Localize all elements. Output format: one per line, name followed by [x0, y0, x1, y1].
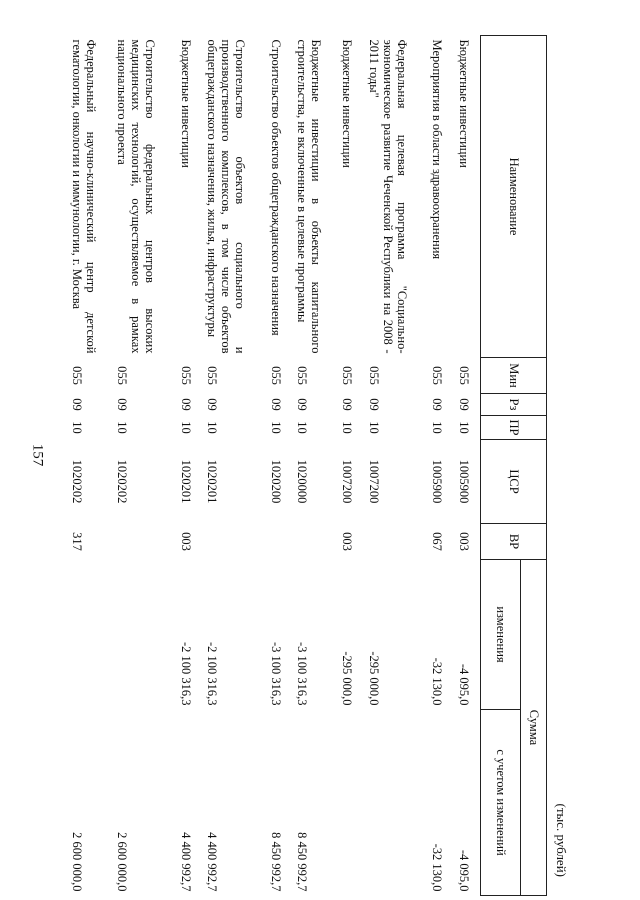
table-body — [67, 36, 481, 896]
cell-min: 055 — [430, 366, 445, 385]
cell-name: Строительство объектов социального и производственного комплексов, в том числе объектов общегражданского назначения, жилья, инфраструктуры — [205, 39, 248, 354]
cell-change: -3 100 316,3 — [295, 641, 310, 706]
table-row — [427, 36, 453, 896]
table-row — [67, 36, 112, 896]
header-with-changes: с учетом изменений — [481, 710, 521, 896]
cell-with-changes: -32 130,0 — [430, 843, 445, 892]
table-row — [363, 36, 427, 896]
header-name: Наименование — [481, 36, 547, 358]
cell-rz: 09 — [366, 398, 381, 411]
cell-pr: 10 — [115, 421, 130, 434]
cell-rz: 09 — [340, 398, 355, 411]
cell-csr: 1007200 — [366, 459, 381, 504]
cell-csr: 1007200 — [340, 459, 355, 504]
cell-name: Строительство объектов общегражданского назначения — [268, 39, 283, 336]
cell-change: -295 000,0 — [366, 651, 381, 706]
cell-with-changes: 2 600 000,0 — [70, 832, 85, 892]
cell-change: -4 095,0 — [456, 663, 471, 706]
cell-name: Строительство федеральных центров высоких медицинских технологий, осуществляемое в рамках национального проекта — [115, 39, 158, 354]
cell-min: 055 — [295, 366, 310, 385]
cell-csr: 1020202 — [70, 459, 85, 504]
table-row — [176, 36, 202, 896]
cell-with-changes: 2 600 000,0 — [115, 832, 130, 892]
header-change: изменения — [481, 560, 521, 710]
cell-csr: 1020201 — [205, 459, 220, 504]
cell-change: -2 100 316,3 — [205, 641, 220, 706]
cell-with-changes — [337, 710, 363, 896]
header-csr: ЦСР — [481, 440, 547, 524]
cell-with-changes: 4 400 992,7 — [205, 832, 220, 892]
header-vr: ВР — [481, 524, 547, 560]
header-sum: Сумма — [521, 560, 547, 896]
cell-change — [112, 560, 176, 710]
cell-rz: 09 — [178, 398, 193, 411]
cell-name: Мероприятия в области здравоохранения — [430, 39, 445, 260]
header-pr: ПР — [481, 416, 547, 440]
cell-vr: 003 — [456, 532, 471, 551]
cell-pr: 10 — [70, 421, 85, 434]
cell-min: 055 — [340, 366, 355, 385]
cell-pr: 10 — [268, 421, 283, 434]
table-row — [202, 36, 266, 896]
cell-rz: 09 — [456, 398, 471, 411]
budget-table — [67, 35, 547, 896]
cell-pr: 10 — [340, 421, 355, 434]
cell-rz: 09 — [268, 398, 283, 411]
cell-csr: 1020000 — [295, 459, 310, 504]
cell-change — [67, 560, 112, 710]
header-rz: Рз — [481, 394, 547, 416]
cell-csr: 1020202 — [115, 459, 130, 504]
cell-rz: 09 — [295, 398, 310, 411]
cell-min: 055 — [70, 366, 85, 385]
cell-vr — [292, 524, 337, 560]
header-row-1 — [521, 36, 547, 896]
cell-pr: 10 — [295, 421, 310, 434]
cell-csr: 1005900 — [430, 459, 445, 504]
cell-vr — [363, 524, 427, 560]
header-min: Мин — [481, 358, 547, 394]
cell-min: 055 — [205, 366, 220, 385]
page-number: 157 — [29, 443, 46, 467]
cell-name: Федеральный научно-клинический центр детской гематологии, онкологии и иммунологии, г. Москва — [70, 39, 99, 354]
table-row — [337, 36, 363, 896]
cell-pr: 10 — [178, 421, 193, 434]
cell-min: 055 — [366, 366, 381, 385]
cell-name: Бюджетные инвестиции в объекты капитального строительства, не включенные в целевые программы — [295, 39, 324, 354]
cell-rz: 09 — [70, 398, 85, 411]
cell-vr — [266, 524, 292, 560]
cell-vr: 067 — [430, 532, 445, 551]
cell-with-changes: 4 400 992,7 — [178, 832, 193, 892]
cell-vr: 003 — [178, 532, 193, 551]
table-row — [112, 36, 176, 896]
cell-name: Бюджетные инвестиции — [340, 39, 355, 168]
table-row — [453, 36, 480, 896]
cell-change: -32 130,0 — [430, 657, 445, 706]
cell-csr: 1020201 — [178, 459, 193, 504]
cell-pr: 10 — [430, 421, 445, 434]
cell-csr: 1005900 — [456, 459, 471, 504]
cell-with-changes: 8 450 992,7 — [268, 832, 283, 892]
table-row — [292, 36, 337, 896]
cell-change: -2 100 316,3 — [178, 641, 193, 706]
rotated-page-content — [55, 35, 575, 895]
cell-rz: 09 — [205, 398, 220, 411]
units-note: (тыс. рублей) — [554, 803, 569, 877]
cell-min: 055 — [456, 366, 471, 385]
cell-with-changes — [363, 710, 427, 896]
cell-vr: 317 — [70, 532, 85, 551]
cell-name: Бюджетные инвестиции — [178, 39, 193, 168]
cell-rz: 09 — [430, 398, 445, 411]
cell-pr: 10 — [456, 421, 471, 434]
cell-min: 055 — [115, 366, 130, 385]
cell-name: Бюджетные инвестиции — [456, 39, 471, 168]
cell-name: Федеральная целевая программа "Социально-экономическое развитие Чеченской Республики на 2008 - 2011 годы" — [366, 39, 409, 354]
cell-vr: 003 — [340, 532, 355, 551]
cell-vr — [202, 524, 266, 560]
cell-min: 055 — [268, 366, 283, 385]
cell-min: 055 — [178, 366, 193, 385]
cell-with-changes: 8 450 992,7 — [295, 832, 310, 892]
cell-change: -3 100 316,3 — [268, 641, 283, 706]
cell-change: -295 000,0 — [340, 651, 355, 706]
cell-csr: 1020200 — [268, 459, 283, 504]
table-row — [266, 36, 292, 896]
cell-rz: 09 — [115, 398, 130, 411]
cell-pr: 10 — [205, 421, 220, 434]
cell-pr: 10 — [366, 421, 381, 434]
cell-with-changes: -4 095,0 — [456, 849, 471, 892]
cell-vr — [112, 524, 176, 560]
